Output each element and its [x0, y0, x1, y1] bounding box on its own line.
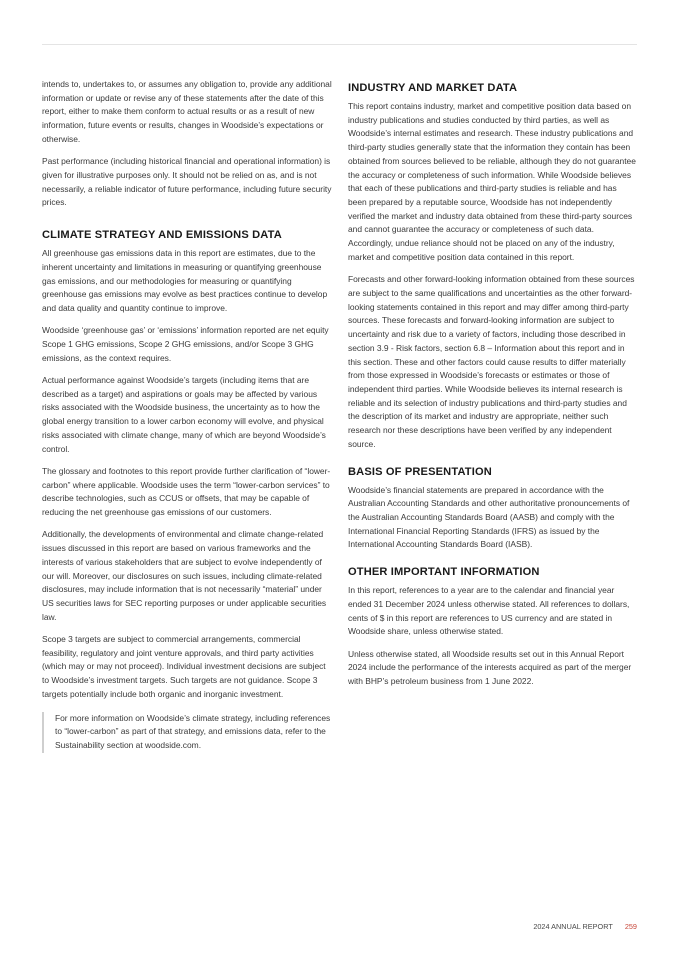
other-info-paragraph-years: In this report, references to a year are to the calendar and financial year ended 31 December 2024 unless otherwise stated. All references to dollars, cents of $ in this report are references to US currency and are stated in Woodside share, unless otherwise stated.: [348, 585, 630, 637]
left-column: [42, 78, 332, 753]
other-info-section-heading: OTHER IMPORTANT INFORMATION: [348, 566, 540, 579]
page-footer: [533, 922, 637, 932]
industry-paragraph-forecasts: Forecasts and other forward-looking information obtained from these sources are subject to the same qualifications and uncertainties as the other forward-looking statements contained in this report and may differ among third-party sources. These forecasts and forward-looking information are subject to uncertainty and risk due to a variety of factors, including those described in section 3.9 - Risk factors, section 6.8 – Information about this report and in this section. These and other factors could cause results to differ materially from those expressed in Woodside’s forecasts or estimates or those of independent third parties. While Woodside believes its internal research is reliable and its selection of industry publications and third-party studies and the description of its market and industry are appropriate, neither such research nor these descriptions have been verified by any independent source.: [348, 274, 635, 449]
industry-section-heading: INDUSTRY AND MARKET DATA: [348, 82, 518, 94]
climate-paragraph-scope: Woodside ‘greenhouse gas’ or ‘emissions’ information reported are net equity Scope 1 GHG emissions, Scope 2 GHG emissions, and/or Scope 3 GHG emissions, as the context requires.: [42, 325, 329, 363]
industry-paragraph-data: This report contains industry, market and competitive position data based on industry publications and studies conducted by third parties, as well as Woodside’s internal estimates and research. These industry publications and third-party studies generally state that the information they contain has been obtained from sources believed to be reliable, although they do not guarantee the accuracy or completeness of such information. While Woodside believes that each of these publications and third-party studies is reliable and has been prepared by a reputable source, Woodside has not independently verified the market and industry data obtained from these third-party sources and cannot guarantee the accuracy or completeness of such data. Accordingly, undue reliance should not be placed on any of the industry, market and competitive position data contained in this report.: [348, 101, 636, 262]
header-divider: [42, 44, 637, 45]
climate-paragraph-scope3: Scope 3 targets are subject to commercial arrangements, commercial feasibility, regulatory and joint venture approvals, and third party activities (which may or may not proceed). Individual investment decisions are subject to Woodside’s investment targets. Such targets are not guidance. Scope 3 targets potentially include both organic and inorganic investment.: [42, 634, 326, 699]
climate-paragraph-estimates: All greenhouse gas emissions data in this report are estimates, due to the inherent uncertainty and limitations in measuring or quantifying greenhouse gas emissions, and our methodologies for measuring or quantifying greenhouse gas emissions may evolve as best practices continue to develop and data quality and quantity continue to improve.: [42, 248, 328, 313]
climate-section-heading: CLIMATE STRATEGY AND EMISSIONS DATA: [42, 229, 282, 242]
basis-paragraph: Woodside’s financial statements are prepared in accordance with the Australian Accounting Standards and other authoritative pronouncements of the Australian Accounting Standards Board (AASB) and comply with the International Financial Reporting Standards (IFRS) as issued by the International Accounting Standards Board (IASB).: [348, 484, 630, 550]
forward-looking-continuation: intends to, undertakes to, or assumes any obligation to, provide any additional information or update or revise any of these statements after the date of this report, either to make them conform to actual results or as a result of new information, future events or results, changes in Woodside’s expectations or otherwise.: [42, 79, 332, 144]
basis-section-heading: BASIS OF PRESENTATION: [348, 465, 492, 478]
sustainability-callout-text: For more information on Woodside’s climate strategy, including references to “lower-carbon” as part of that strategy, and emissions data, refer to the Sustainability section at woodside.com.: [55, 712, 331, 751]
sustainability-callout: [42, 712, 332, 753]
climate-paragraph-frameworks: Additionally, the developments of environmental and climate change-related issues discussed in this report are based on various frameworks and the interests of various stakeholders that are subject to evolve independently of our will. Moreover, our disclosures on such issues, including climate-related disclosures, may include information that is not necessarily “material” under US securities laws for SEC reporting purposes or under applicable securities law.: [42, 529, 327, 622]
climate-paragraph-lower-carbon: The glossary and footnotes to this report provide further clarification of “lower-carbon” where applicable. Woodside uses the term “lower-carbon services” to describe technologies, such as CCUS or offsets, that may be capable of reducing the net greenhouse gas emissions of our customers.: [42, 465, 331, 518]
past-performance-paragraph: Past performance (including historical financial and operational information) is given for illustrative purposes only. It should not be relied on as, and is not necessarily, a reliable indicator of future performance, including future security prices.: [42, 156, 332, 208]
climate-paragraph-targets: Actual performance against Woodside’s targets (including items that are described as a target) and aspirations or goals may be affected by various risks associated with the Woodside business, the uncertainty as to how the global energy transition to a lower carbon economy will evolve, and physical risks associated with climate change, many of which are beyond Woodside’s control.: [42, 375, 326, 454]
other-info-paragraph-merger: Unless otherwise stated, all Woodside results set out in this Annual Report 2024 include the performance of the interests acquired as part of the merger with BHP’s petroleum business from 1 June 2022.: [348, 648, 632, 687]
page-number: 259: [624, 922, 637, 931]
right-column: [348, 78, 637, 697]
footer-report-label: 2024 ANNUAL REPORT: [533, 922, 613, 931]
